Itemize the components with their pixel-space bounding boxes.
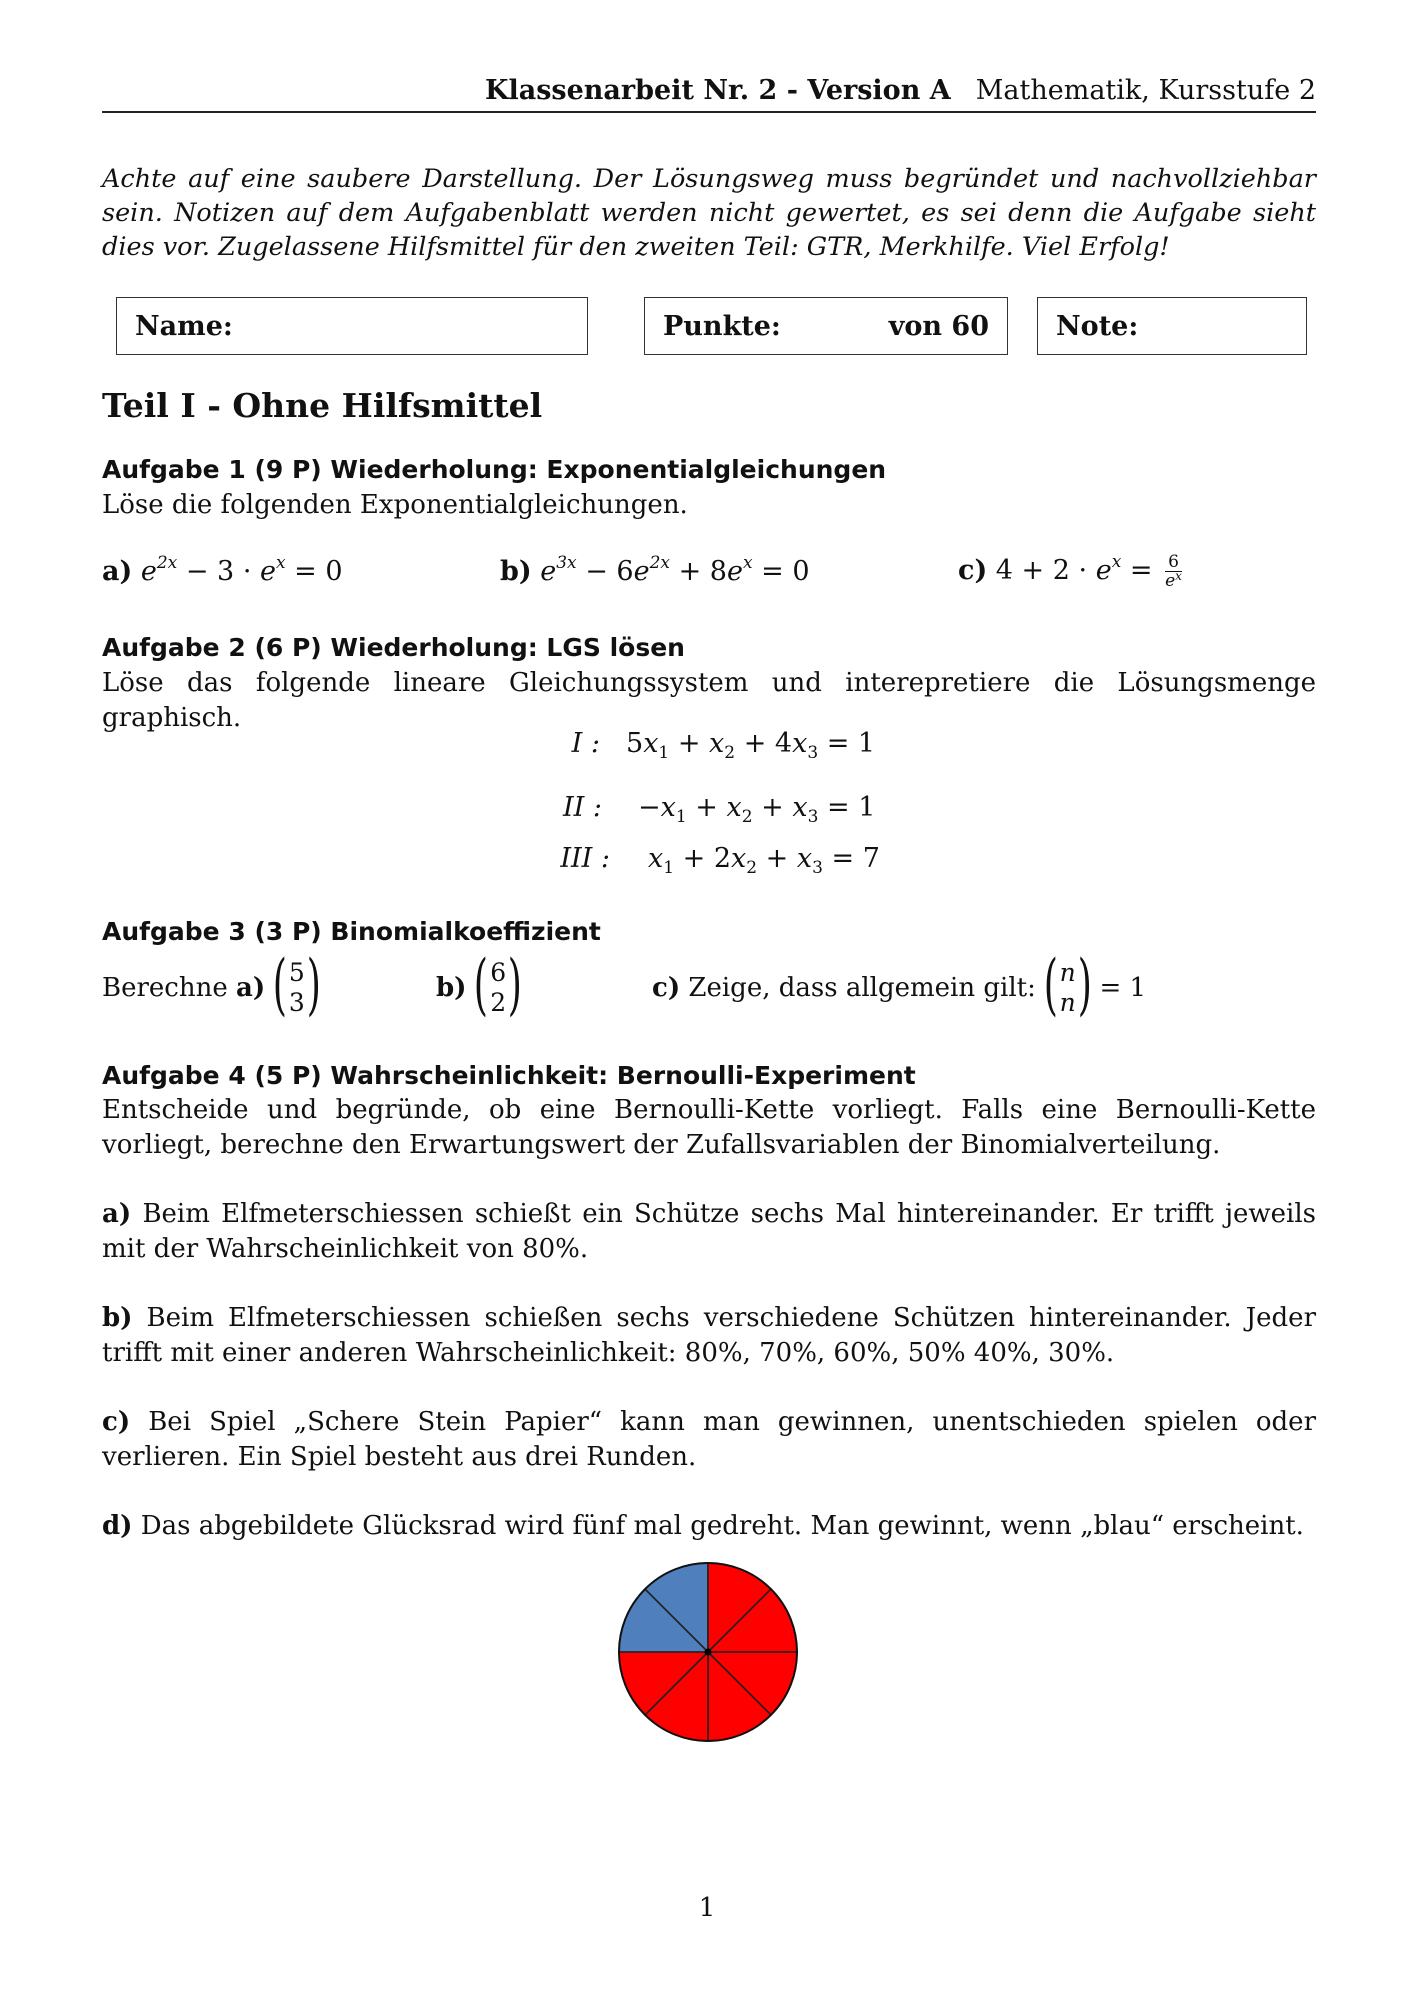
task1-equation-c: c) $4 + 2 \cdot e^x$ = $\frac{6}{e^x}$: [958, 552, 1182, 591]
page-number: 1: [698, 1893, 716, 1923]
task3-line-c: c) Zeige, dass allgemein gilt: ( n n ) = 1: [652, 946, 1147, 1023]
lgs-equation-1: $5x_1 + x_2 + 4x_3 = 1$: [626, 728, 876, 763]
grade-box[interactable]: [1037, 297, 1307, 355]
points-max: von 60: [888, 311, 989, 342]
task2-heading: Aufgabe 2 (6 P) Wiederholung: LGS lösen: [102, 633, 685, 662]
task3-line-a: Berechne a) ( 5 3 ): [102, 950, 329, 1026]
wheel-center: [705, 1649, 712, 1656]
task1-heading: Aufgabe 1 (9 P) Wiederholung: Exponentialgleichungen: [102, 455, 887, 484]
header-title: Klassenarbeit Nr. 2 - Version A: [485, 75, 951, 106]
name-label: Name:: [135, 311, 233, 342]
task1-text: Löse die folgenden Exponentialgleichungen.: [102, 490, 688, 520]
grade-label: Note:: [1056, 311, 1139, 342]
task1-equation-b: b) $e^{3x} - 6e^{2x} + 8e^x = 0$: [500, 553, 810, 587]
binom-c: ( n n ): [1043, 946, 1092, 1023]
task4-item-d: d) Das abgebildete Glücksrad wird fünf mal gedreht. Man gewinnt, wenn „blau“ erscheint.: [102, 1511, 1304, 1541]
section-title: Teil I - Ohne Hilfsmittel: [102, 386, 543, 425]
binom-b: ( 6 2 ): [474, 946, 523, 1023]
task4-item-c: c) Bei Spiel „Schere Stein Papier“ kann man gewinnen, unentschieden spielen oder verlieren. Ein Spiel besteht aus drei Runden.: [102, 1407, 1316, 1472]
lgs-equation-2: $-x_1 + x_2 + x_3 = 1$: [638, 792, 876, 827]
name-box[interactable]: [116, 297, 588, 355]
lgs-label-3: III :: [560, 843, 610, 874]
task3-line-b: b) ( 6 2 ): [436, 950, 530, 1026]
task4-item-b: b) Beim Elfmeterschiessen schießen sechs verschiedene Schützen hintereinander. Jeder trifft mit einer anderen Wahrscheinlichkeit: 80%, 70%, 60%, 50% 40%, 30%.: [102, 1303, 1316, 1368]
task3-heading: Aufgabe 3 (3 P) Binomialkoeffizient: [102, 917, 601, 946]
lgs-equation-3: $x_1 + 2x_2 + x_3 = 7$: [648, 843, 880, 878]
instructions-text: Achte auf eine saubere Darstellung. Der Lösungsweg muss begründet und nachvollziehbar sein. Notizen auf dem Aufgabenblatt werden nicht gewertet, es sei denn die Aufgabe sieht dies vor. Zugelassene Hilfsmittel für den zweiten Teil: GTR, Merkhilfe. Viel Erfolg!: [102, 164, 1316, 262]
task4-item-a: a) Beim Elfmeterschiessen schießt ein Schütze sechs Mal hintereinander. Er trifft jeweils mit der Wahrscheinlichkeit von 80%.: [102, 1199, 1317, 1264]
task2-text: Löse das folgende lineare Gleichungssystem und interepretiere die Lösungsmenge graphisch.: [102, 668, 1316, 733]
points-label: Punkte:: [663, 311, 781, 342]
header-rule: [102, 111, 1316, 113]
task1-equation-a: a) $e^{2x} - 3 \cdot e^x = 0$: [102, 553, 343, 587]
lgs-label-1: I :: [571, 728, 600, 759]
points-box[interactable]: [644, 297, 1008, 355]
header-subject: Mathematik, Kursstufe 2: [975, 75, 1316, 106]
task4-heading: Aufgabe 4 (5 P) Wahrscheinlichkeit: Bernoulli-Experiment: [102, 1061, 916, 1090]
task4-text: Entscheide und begründe, ob eine Bernoulli-Kette vorliegt. Falls eine Bernoulli-Kette vorliegt, berechne den Erwartungswert der Zufallsvariablen der Binomialverteilung.: [102, 1095, 1316, 1160]
binom-a: ( 5 3 ): [272, 946, 321, 1023]
wheel-of-fortune: [616, 1560, 800, 1744]
lgs-label-2: II :: [562, 792, 602, 823]
